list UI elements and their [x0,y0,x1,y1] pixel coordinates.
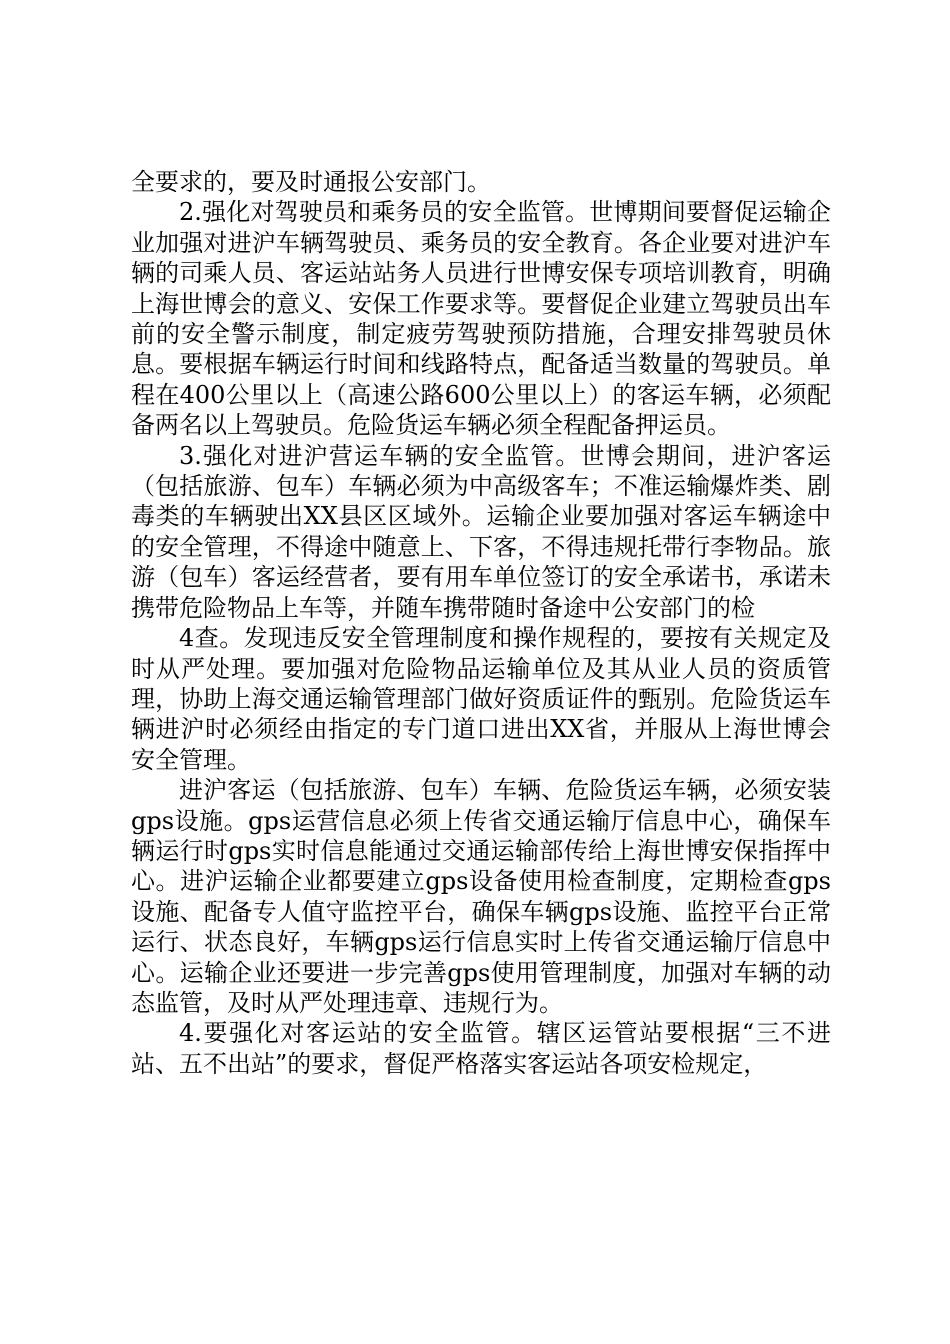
document-body [131,167,831,1079]
paragraph-2: 2.强化对驾驶员和乘务员的安全监管。世博期间要督促运输企业加强对进沪车辆驾驶员、乘务员的安全教育。各企业要对进沪车辆的司乘人员、客运站站务人员进行世博安保专项培训教育，明确上海世博会的意义、安保工作要求等。要督促企业建立驾驶员出车前的安全警示制度，制定疲劳驾驶预防措施，合理安排驾驶员休息。要根据车辆运行时间和线路特点，配备适当数量的驾驶员。单程在400公里以上（高速公路600公里以上）的客运车辆，必须配备两名以上驾驶员。危险货运车辆必须全程配备押运员。 [131,198,831,440]
paragraph-4: 4查。发现违反安全管理制度和操作规程的，要按有关规定及时从严处理。要加强对危险物品运输单位及其从业人员的资质管理，协助上海交通运输管理部门做好资质证件的甄别。危险货运车辆进沪时必须经由指定的专门道口进出XX省，并服从上海世博会安全管理。 [131,624,831,774]
paragraph-3: 3.强化对进沪营运车辆的安全监管。世博会期间，进沪客运（包括旅游、包车）车辆必须为中高级客车；不准运输爆炸类、剧毒类的车辆驶出XX县区区域外。运输企业要加强对客运车辆途中的安全管理，不得途中随意上、下客，不得违规托带行李物品。旅游（包车）客运经营者，要有用车单位签订的安全承诺书，承诺未携带危险物品上车等，并随车携带随时备途中公安部门的检 [131,441,831,622]
paragraph-6: 4.要强化对客运站的安全监管。辖区运管站要根据“三不进站、五不出站”的要求，督促严格落实客运站各项安检规定， [131,1019,831,1078]
paragraph-1: 全要求的，要及时通报公安部门。 [131,168,491,196]
paragraph-5: 进沪客运（包括旅游、包车）车辆、危险货运车辆，必须安装gps设施。gps运营信息必须上传省交通运输厅信息中心，确保车辆运行时gps实时信息能通过交通运输部传给上海世博安保指挥中心。进沪运输企业都要建立gps设备使用检查制度，定期检查gps设施、配备专人值守监控平台，确保车辆gps设施、监控平台正常运行、状态良好，车辆gps运行信息实时上传省交通运输厅信息中心。运输企业还要进一步完善gps使用管理制度，加强对车辆的动态监管，及时从严处理违章、违规行为。 [131,776,831,1017]
